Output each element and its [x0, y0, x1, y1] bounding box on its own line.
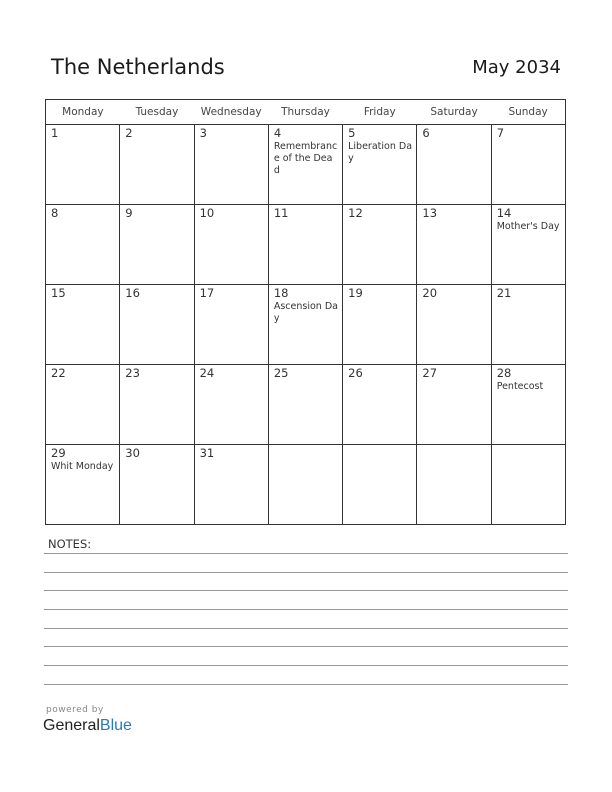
- day-cell: [46, 445, 120, 525]
- day-cell: [268, 365, 342, 445]
- day-cell: [120, 285, 194, 365]
- day-cell: [417, 445, 491, 525]
- day-cell: [120, 365, 194, 445]
- week-row: [46, 365, 566, 445]
- day-number: 23: [125, 366, 140, 380]
- day-number: 14: [496, 206, 512, 220]
- calendar-grid: [45, 99, 566, 525]
- day-cell: [268, 285, 342, 365]
- holiday-label: Whit Monday: [51, 461, 114, 472]
- weekday-wednesday: Wednesday: [194, 100, 268, 125]
- day-cell: [46, 125, 120, 205]
- day-cell: [46, 365, 120, 445]
- notes-label: NOTES:: [48, 537, 92, 551]
- day-cell: [491, 365, 565, 445]
- weekday-friday: Friday: [343, 100, 417, 125]
- day-cell: [417, 205, 491, 285]
- day-number: 7: [496, 126, 505, 140]
- weekday-saturday: Saturday: [417, 100, 491, 125]
- day-cell: [343, 445, 417, 525]
- day-cell: [491, 125, 565, 205]
- weekday-thursday: Thursday: [268, 100, 342, 125]
- day-number: 22: [51, 366, 66, 380]
- day-cell: [343, 125, 417, 205]
- day-cell: [417, 285, 491, 365]
- day-cell: [194, 445, 268, 525]
- note-line: [44, 628, 568, 629]
- note-line: [44, 609, 568, 610]
- day-number: 31: [199, 446, 215, 460]
- brand-blue: Blue: [99, 717, 132, 734]
- day-number: 2: [125, 126, 133, 140]
- day-cell: [268, 125, 342, 205]
- weekday-tuesday: Tuesday: [120, 100, 194, 125]
- week-row: [46, 285, 566, 365]
- day-number: 15: [51, 286, 66, 300]
- day-number: 4: [273, 126, 282, 140]
- day-cell: [343, 285, 417, 365]
- day-cell: [194, 205, 268, 285]
- day-number: 20: [422, 286, 438, 300]
- day-cell: [268, 205, 342, 285]
- note-line: [44, 553, 568, 554]
- day-cell: [268, 445, 342, 525]
- day-cell: [417, 125, 491, 205]
- day-cell: [120, 125, 194, 205]
- week-row: [46, 445, 566, 525]
- weekday-header-row: [46, 100, 566, 125]
- holiday-label: Remembrance of the Dead: [273, 141, 338, 176]
- day-cell: [194, 365, 268, 445]
- day-cell: [120, 205, 194, 285]
- day-cell: [120, 445, 194, 525]
- week-row: [46, 125, 566, 205]
- day-number: 27: [422, 366, 438, 380]
- note-line: [44, 572, 568, 573]
- day-cell: [46, 285, 120, 365]
- day-number: 28: [496, 366, 512, 380]
- country-title: The Netherlands: [51, 55, 225, 79]
- day-number: 25: [273, 366, 289, 380]
- day-number: 18: [273, 286, 289, 300]
- week-row: [46, 205, 566, 285]
- day-number: 30: [125, 446, 140, 460]
- day-number: 24: [199, 366, 215, 380]
- day-cell: [46, 205, 120, 285]
- note-line: [44, 646, 568, 647]
- day-number: 11: [273, 206, 289, 220]
- day-number: 16: [125, 286, 140, 300]
- day-cell: [491, 445, 565, 525]
- day-cell: [343, 365, 417, 445]
- day-cell: [491, 285, 565, 365]
- note-line: [44, 590, 568, 591]
- day-number: 1: [51, 126, 59, 140]
- day-number: 17: [199, 286, 215, 300]
- day-cell: [343, 205, 417, 285]
- day-cell: [194, 125, 268, 205]
- weekday-sunday: Sunday: [491, 100, 565, 125]
- powered-by-text: powered by: [46, 705, 104, 715]
- holiday-label: Pentecost: [496, 381, 544, 392]
- holiday-label: Liberation Day: [348, 141, 413, 164]
- day-number: 26: [348, 366, 363, 380]
- holiday-label: Mother's Day: [496, 221, 560, 232]
- day-number: 13: [422, 206, 438, 220]
- weekday-monday: Monday: [46, 100, 120, 125]
- day-cell: [194, 285, 268, 365]
- day-cell: [417, 365, 491, 445]
- day-number: 19: [348, 286, 363, 300]
- day-number: 12: [348, 206, 363, 220]
- note-line: [44, 684, 568, 685]
- day-number: 3: [199, 126, 207, 140]
- day-number: 9: [125, 206, 133, 220]
- day-number: 8: [51, 206, 59, 220]
- day-number: 6: [422, 126, 430, 140]
- holiday-label: Ascension Day: [273, 301, 338, 324]
- day-number: 10: [199, 206, 215, 220]
- month-title: May 2034: [472, 57, 561, 78]
- day-cell: [491, 205, 565, 285]
- brand-general: General: [43, 717, 100, 734]
- day-number: 21: [496, 286, 512, 300]
- note-line: [44, 665, 568, 666]
- day-number: 5: [348, 126, 356, 140]
- generalblue-logo[interactable]: [43, 717, 132, 735]
- day-number: 29: [51, 446, 66, 460]
